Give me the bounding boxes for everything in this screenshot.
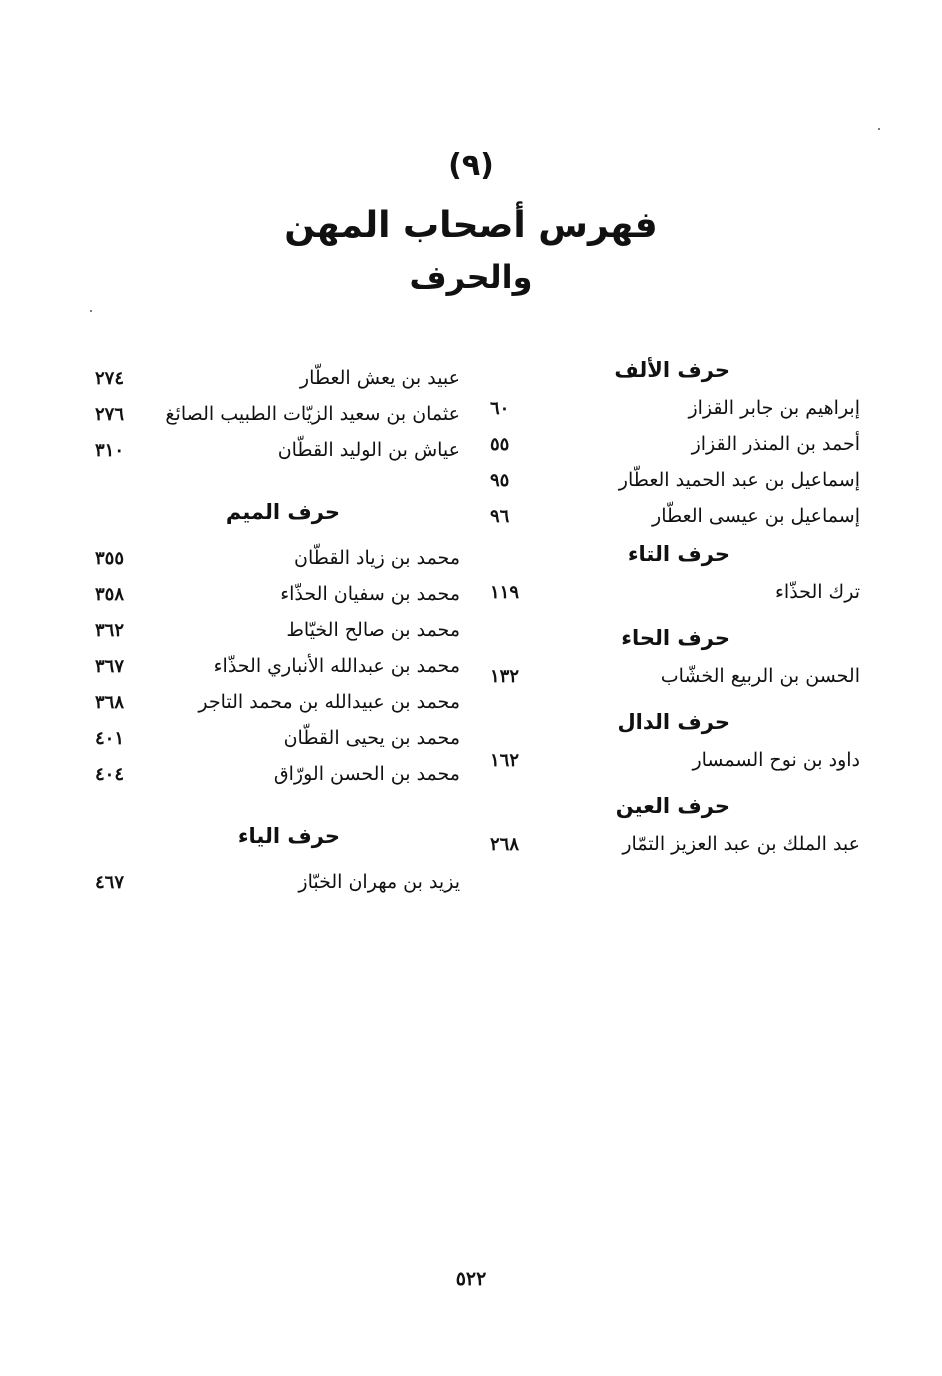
index-entry <box>490 426 860 462</box>
index-entry <box>95 432 460 468</box>
entry-page: ٤٦٧ <box>95 871 125 893</box>
entry-name: الحسن بن الربيع الخشّاب <box>660 665 860 687</box>
entry-page: ٢٧٦ <box>95 403 125 425</box>
entry-page: ٢٧٤ <box>95 367 125 389</box>
entry-page: ١١٩ <box>490 581 520 603</box>
section-heading: حرف الألف <box>614 358 730 382</box>
section-heading: حرف الحاء <box>621 626 730 650</box>
entry-page: ٩٥ <box>490 469 510 491</box>
entry-page: ٤٠٤ <box>95 763 125 785</box>
right-column <box>490 350 860 862</box>
section-heading: حرف العين <box>615 794 730 818</box>
index-entry <box>490 742 860 778</box>
entry-page: ٦٠ <box>490 397 510 419</box>
entry-name: عبد الملك بن عبد العزيز التمّار <box>622 833 860 855</box>
entry-name: محمد بن سفيان الحذّاء <box>280 583 460 605</box>
entry-name: إسماعيل بن عيسى العطّار <box>652 505 860 527</box>
entry-page: ٩٦ <box>490 505 510 527</box>
entry-name: محمد بن زياد القطّان <box>294 547 460 569</box>
entry-page: ١٣٢ <box>490 665 520 687</box>
index-entry <box>490 498 860 534</box>
entry-name: يزيد بن مهران الخبّاز <box>298 871 460 893</box>
index-entry <box>490 826 860 862</box>
entry-page: ٣٦٢ <box>95 619 125 641</box>
index-entry <box>95 576 460 612</box>
index-entry <box>95 864 460 900</box>
section-heading: حرف الدال <box>617 710 730 734</box>
index-number: (٩) <box>448 148 494 183</box>
index-entry <box>95 684 460 720</box>
entry-page: ٤٠١ <box>95 727 125 749</box>
index-title-line2: والحرف <box>409 258 533 296</box>
entry-name: عبيد بن يعش العطّار <box>299 367 460 389</box>
index-entry <box>95 540 460 576</box>
entry-page: ٣٥٨ <box>95 583 125 605</box>
left-column <box>95 360 460 900</box>
index-entry <box>490 658 860 694</box>
index-entry <box>95 612 460 648</box>
entry-page: ٥٥ <box>490 433 510 455</box>
index-entry <box>95 396 460 432</box>
scan-speck <box>90 310 92 312</box>
entry-name: ترك الحذّاء <box>775 581 860 603</box>
scan-speck <box>878 128 880 130</box>
section-heading: حرف الميم <box>225 500 340 524</box>
entry-page: ٢٦٨ <box>490 833 520 855</box>
section-heading: حرف الياء <box>237 824 340 848</box>
entry-name: محمد بن الحسن الورّاق <box>273 763 460 785</box>
entry-name: أحمد بن المنذر القزاز <box>691 433 860 455</box>
page-number: ٥٢٢ <box>455 1268 487 1290</box>
index-entry <box>95 648 460 684</box>
entry-page: ٣٦٨ <box>95 691 125 713</box>
index-entry <box>490 574 860 610</box>
entry-page: ٣٦٧ <box>95 655 125 677</box>
entry-name: عياش بن الوليد القطّان <box>277 439 460 461</box>
entry-page: ١٦٢ <box>490 749 520 771</box>
index-entry <box>95 756 460 792</box>
entry-name: إسماعيل بن عبد الحميد العطّار <box>618 469 860 491</box>
entry-name: عثمان بن سعيد الزيّات الطبيب الصائغ <box>165 403 460 425</box>
index-title: فهرس أصحاب المهن <box>284 205 658 246</box>
entry-name: إبراهيم بن جابر القزاز <box>688 397 860 419</box>
entry-name: محمد بن عبيدالله بن محمد التاجر <box>198 691 460 713</box>
index-entry <box>95 360 460 396</box>
entry-name: داود بن نوح السمسار <box>692 749 860 771</box>
index-entry <box>490 462 860 498</box>
entry-page: ٣١٠ <box>95 439 125 461</box>
entry-name: محمد بن صالح الخيّاط <box>286 619 460 641</box>
index-entry <box>490 390 860 426</box>
entry-name: محمد بن عبدالله الأنباري الحذّاء <box>213 655 460 677</box>
index-entry <box>95 720 460 756</box>
section-heading: حرف التاء <box>627 542 730 566</box>
entry-page: ٣٥٥ <box>95 547 125 569</box>
entry-name: محمد بن يحيى القطّان <box>283 727 460 749</box>
